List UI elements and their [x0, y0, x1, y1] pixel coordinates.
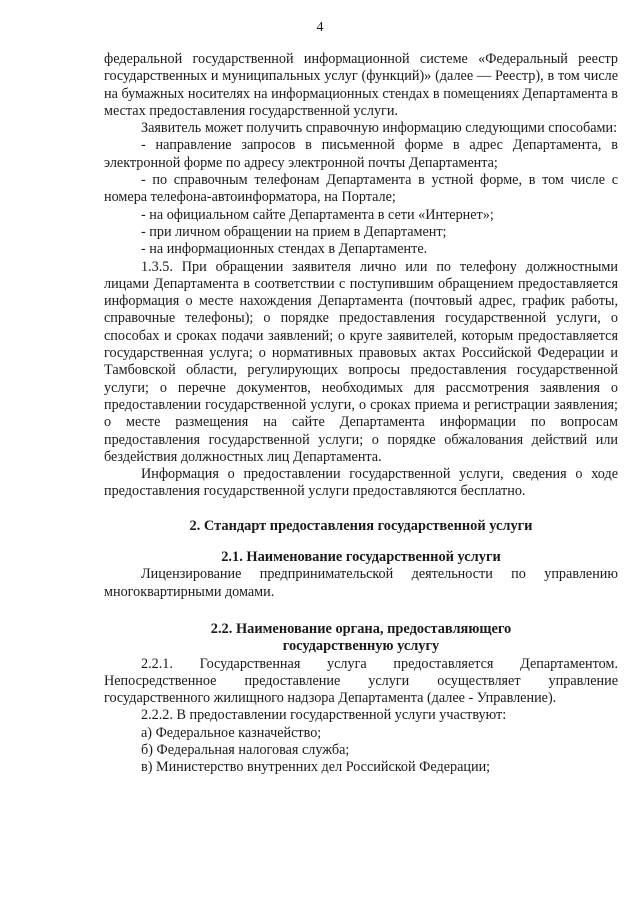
subsection-2-1-heading: 2.1. Наименование государственной услуги [221, 549, 501, 566]
list-item-tax-service: б) Федеральная налоговая служба; [141, 741, 350, 758]
list-item-personal-visit: - при личном обращении на прием в Департамент; [141, 223, 447, 240]
list-item-treasury: а) Федеральное казначейство; [141, 724, 322, 741]
paragraph-info-methods: Заявитель может получить справочную информацию следующими способами: [141, 120, 618, 137]
paragraph-2-1-text: Лицензирование предпринимательской деятельности по управлению многоквартирными домами. [104, 566, 618, 600]
list-item-phone: - по справочным телефонам Департамента в устной форме, в том числе с номера телефона-автоинформатора, на Портале; [104, 172, 618, 206]
page-number: 4 [316, 20, 324, 35]
list-item-interior-ministry: в) Министерство внутренних дел Российской Федерации; [141, 759, 491, 776]
subsection-2-2-heading-line2: государственную услугу [282, 638, 440, 655]
section-2-heading: 2. Стандарт предоставления государственной услуги [189, 517, 533, 534]
subsection-2-2-heading-line1: 2.2. Наименование органа, предоставляющего [210, 620, 512, 637]
paragraph-registry: федеральной государственной информационной системе «Федеральный реестр государственных и муниципальных услуг (функций)» (далее — Реестр), в том числе на бумажных носителях на информационных стендах в помещениях Департамента в местах предоставления государственной услуги. [104, 51, 618, 119]
paragraph-2-2-1: 2.2.1. Государственная услуга предоставляется Департаментом. Непосредственное предоставление услуги осуществляет управление государственного жилищного надзора Департамента (далее - Управление). [104, 655, 618, 707]
paragraph-2-2-2: 2.2.2. В предоставлении государственной услуги участвуют: [141, 707, 507, 724]
list-item-written-requests: - направление запросов в письменной форме в адрес Департамента, в электронной форме по адресу электронной почты Департамента; [104, 137, 618, 171]
list-item-website: - на официальном сайте Департамента в сети «Интернет»; [141, 206, 494, 223]
document-body [104, 51, 618, 777]
paragraph-1-3-5: 1.3.5. При обращении заявителя лично или по телефону должностными лицами Департамента в соответствии с поступившим обращением предоставляется информация о месте нахождения Департамента (почтовый адрес, график работы, справочные телефоны); о порядке предоставления государственной услуги, о способах и сроках подачи заявлений; о круге заявителей, которым предоставляется государственная услуга; о нормативных правовых актах Российской Федерации и Тамбовской области, регулирующих вопросы предоставления государственной услуги; о перечне документов, необходимых для рассмотрения заявления о предоставлении государственной услуги, о сроках приема и регистрации заявления; о месте размещения на сайте Департамента информации по вопросам предоставления государственной услуги; о порядке обжалования действий или бездействия должностных лиц Департамента. [104, 258, 618, 465]
list-item-info-stands: - на информационных стендах в Департаменте. [141, 241, 428, 258]
paragraph-free-info: Информация о предоставлении государственной услуги, сведения о ходе предоставления государственной услуги предоставляются бесплатно. [104, 466, 618, 500]
subsection-2-2-heading [104, 621, 618, 656]
